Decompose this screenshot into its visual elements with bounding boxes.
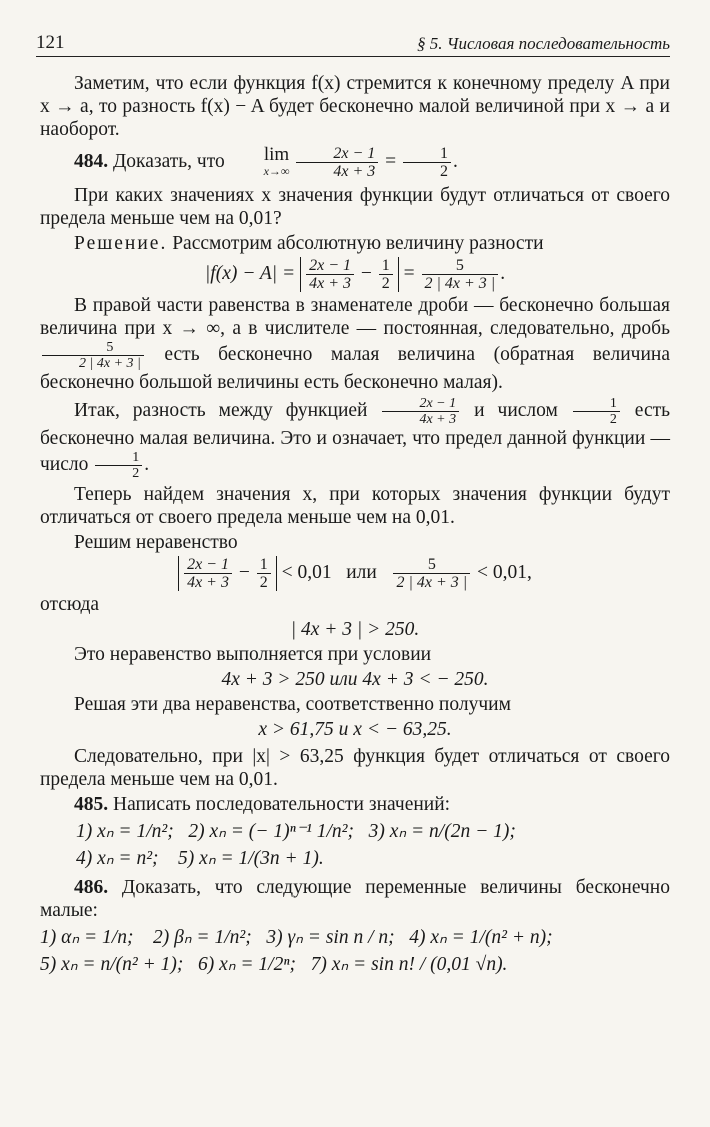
solving-two-paragraph: Решая эти два неравенства, соответственно получим [74,694,511,715]
list-485-line-2: 4) xₙ = n²; 5) xₙ = 1/(3n + 1). [76,848,324,869]
equation-abs-gt: | 4x + 3 | > 250. [290,619,420,640]
solution-paragraph [40,232,670,255]
page-number: 121 [36,32,65,53]
abs-bars: $\frac{2x - 1}{4x + 3}$ − $\frac{1}{2}$ [300,257,399,292]
equation-inequality: $\frac{2x - 1}{4x + 3}$ − $\frac{1}{2}$ < 0,01 или $\frac{5}{2 | 4x + 3 |}$ < 0,01, [40,556,670,591]
or-word: или [346,561,377,583]
abs-lhs: |f(x) − A| = [204,262,296,284]
problem-lead: Доказать, что [113,150,225,172]
solution-word: Решение. [74,233,168,254]
limit-operator [230,143,290,179]
problem-486-text: Доказать, что следующие переменные величины бесконечно малые: [40,877,670,921]
lim-subscript: x→∞ [263,163,290,178]
section-title: § 5. Числовая последовательность [417,34,670,53]
problem-number: 484. [74,150,109,172]
itak-paragraph: Итак, разность между функцией $\frac{2x - 1}{4x + 3}$ и числом $\frac{1}{2}$ есть бесконечно малая величина. Это и означает, что предел данной функции — число $\frac{1}{2}$ . [40,396,671,481]
right-part-text: В правой части равенства в знаменателе дроби — бесконечно большая величина при x → ∞, а в числителе — постоянная, следовательно, дробь [40,295,670,339]
list-485-line-1: 1) xₙ = 1/n²; 2) xₙ = (− 1)ⁿ⁻¹ 1/n²; 3) xₙ = n/(2n − 1); [76,821,516,842]
holds-paragraph: Это неравенство выполняется при условии [74,644,432,665]
lt-value: < 0,01 [281,561,332,583]
problem-486 [40,876,670,922]
list-486-line-1: 1) αₙ = 1/n; 2) βₙ = 1/n²; 3) γₙ = sin n / n; 4) xₙ = 1/(n² + n); [40,927,553,948]
problem-484: 484. Доказать, что lim x→∞ $\frac{2x - 1}{4x + 3}$ = $\frac{1}{2}$ . [74,143,458,180]
page-content [40,72,670,980]
itak-c: есть бесконечно малая величина. Это и означает, что предел данной функции — число [40,399,671,475]
equation-abs-difference: |f(x) − A| = $\frac{2x - 1}{4x + 3}$ − $\frac{1}{2}$ = $\frac{5}{2 | 4x + 3 |}$ . [204,257,506,292]
problem-484-question: При каких значениях x значения функции будут отличаться от своего предела меньше чем на 0,01? [40,185,670,229]
problem-486-number: 486. [74,877,109,898]
solve-inequality: Решим неравенство [74,532,238,553]
lim-label: lim [263,143,290,165]
now-find-paragraph: Теперь найдем значения x, при которых значения функции будут отличаться от своего предела меньше чем на 0,01. [40,484,670,528]
itak-b: и числом [474,399,558,421]
equation-result: x > 61,75 и x < − 63,25. [258,719,452,740]
problem-485-text: Написать последовательности значений: [113,794,451,815]
hence-word: отсюда [40,594,100,615]
equation-conditions: 4x + 3 > 250 или 4x + 3 < − 250. [221,669,489,690]
therefore-paragraph: Следовательно, при |x| > 63,25 функция будет отличаться от своего предела меньше чем на 0,01. [40,746,670,790]
page-header [36,28,670,57]
fraction-half: $\frac{1}{2}$ [403,145,451,180]
right-part-paragraph: В правой части равенства в знаменателе дроби — бесконечно большая величина при x → ∞, а в числителе — постоянная, следовательно, дробь $\frac{5}{2 | 4x + 3 |}$ есть бесконечно малая величина (обратная величина бесконечно большой величины есть бесконечно малая). [40,295,670,393]
right-part-end: есть бесконечно малая величина (обратная величина бесконечно большой величины есть бесконечно малая). [40,343,670,393]
fraction-f: $\frac{2x - 1}{4x + 3}$ [296,145,378,180]
solution-text: Рассмотрим абсолютную величину разности [172,233,544,254]
problem-485-number: 485. [74,794,109,815]
itak-a: Итак, разность между функцией [74,399,368,421]
problem-485 [40,793,670,816]
lt-value-2: < 0,01, [477,561,532,583]
list-486-line-2: 5) xₙ = n/(n² + 1); 6) xₙ = 1/2ⁿ; 7) xₙ = sin n! / (0,01 √n). [40,954,508,975]
intro-paragraph: Заметим, что если функция f(x) стремится к конечному пределу A при x → a, то разность f(x) − A будет бесконечно малой величиной при x → a и наоборот. [40,73,670,140]
